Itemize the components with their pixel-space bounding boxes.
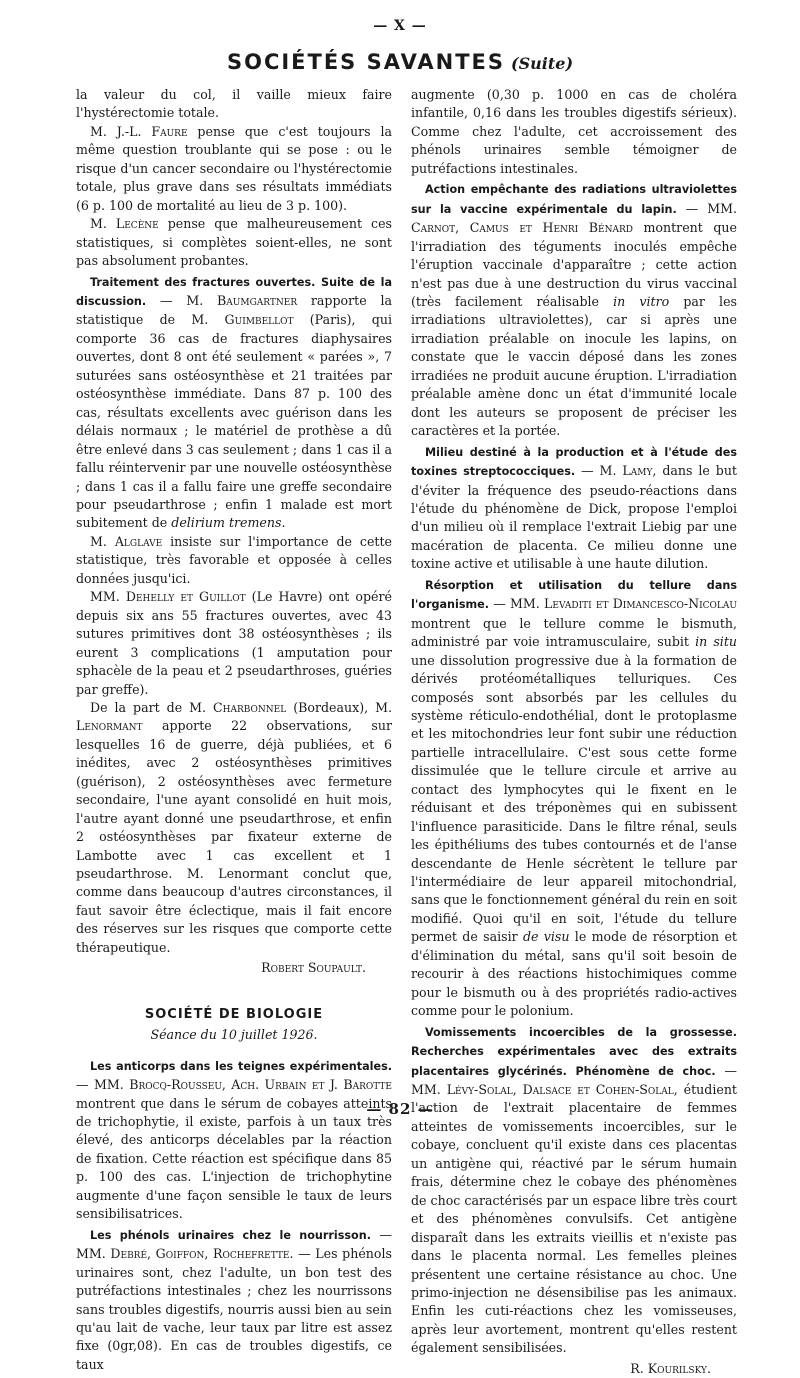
- paragraph: la valeur du col, il vaille mieux faire l'hystérectomie totale.: [76, 87, 392, 121]
- paragraph: Action empêchante des radiations ultraviolettes sur la vaccine expérimentale du lapin. — MM. Carnot, Camus et Henri Bénard montrent que l'irradiation des téguments inoculés empêche l'éruption vaccinale d'apparaître ; cette action n'est pas due à une destruction du virus vaccinal (très facilement réalisable in vitro par les irradiations ultraviolettes), car si après une irradiation préalable on inocule les lapins, on constate que le vaccin déposé dans les zones irradiées ne produit aucune éruption. L'irradiation préalable amène donc un état d'immunité locale dont les auteurs se proposent de préciser les caractères et la portée.: [411, 183, 737, 439]
- section-subtitle: Séance du 10 juillet 1926.: [150, 1027, 318, 1043]
- signature: Robert Soupault.: [261, 960, 366, 976]
- paragraph-heading: Milieu destiné à la production et à l'étude des toxines streptococciques.: [411, 445, 737, 479]
- paragraph: Milieu destiné à la production et à l'étude des toxines streptococciques. — M. Lamy, dans le but d'éviter la fréquence des pseudo-réactions dans l'étude du phénomène de Dick, propose l'emploi d'un milieu où il remplace l'extrait Liebig par une macération de placenta. Ce milieu donne une toxine active et utilisable à une haute dilution.: [411, 445, 737, 572]
- page-title-suite: (Suite): [511, 54, 574, 73]
- paragraph-heading: Traitement des fractures ouvertes. Suite de la discussion.: [76, 275, 392, 308]
- page-roman-numeral: — X —: [373, 18, 427, 34]
- author-name: Levaditi et Dimancesco-Nicolau: [544, 596, 737, 612]
- author-name: Charbonnel: [213, 699, 287, 715]
- left-column: [76, 86, 392, 1374]
- author-name: Brocq-Rousseu, Ach. Urbain et J. Barotte: [129, 1077, 392, 1093]
- paragraph: Les anticorps dans les teignes expérimentales. — MM. Brocq-Rousseu, Ach. Urbain et J. Barotte montrent que dans le sérum de cobayes atteints de trichophytie, il existe, parfois à un taux très élevé, des anticorps décelables par la réaction de fixation. Cette réaction est spécifique dans 85 p. 100 des cas. L'injection de trichophytine augmente d'une façon sensible le taux de leurs sensibilisatrices.: [76, 1059, 392, 1222]
- author-name: M. Lecène: [90, 216, 159, 232]
- page-number: — 82 —: [366, 1100, 434, 1118]
- paragraph: Traitement des fractures ouvertes. Suite de la discussion. — M. Baumgartner rapporte la statistique de M. Guimbellot (Paris), qui comporte 36 cas de fractures diaphysaires ouvertes, dont 8 ont été seulement « parées », 7 suturées sans ostéosynthèse et 21 traitées par ostéosynthèse immédiate. Dans 87 p. 100 des cas, résultats excellents avec guérison dans les délais normaux ; le matériel de prothèse a dû être enlevé dans 3 cas seulement ; dans 1 cas il a fallu réintervenir par une nouvelle ostéosynthèse ; dans 1 cas il a fallu faire une greffe secondaire pour pseudarthrose ; enfin 1 malade est mort subitement de delirium tremens.: [76, 275, 392, 531]
- author-name: Lamy: [622, 463, 653, 479]
- author-name: Baumgartner: [217, 292, 298, 308]
- right-column: [411, 86, 737, 1378]
- paragraph-heading: Vomissements incoercibles de la grossesse. Recherches expérimentales avec des extraits placentaires glycérinés. Phénomène de choc.: [411, 1025, 737, 1078]
- paragraph: M. Lecène pense que malheureusement ces statistiques, si complètes soient-elles, ne sont pas absolument probantes.: [76, 216, 392, 269]
- paragraph-heading: Les anticorps dans les teignes expérimentales.: [90, 1059, 392, 1073]
- signature: R. Kourilsky.: [630, 1360, 711, 1376]
- author-name: Carnot, Camus et Henri Bénard: [411, 220, 633, 236]
- paragraph: MM. Dehelly et Guillot (Le Havre) ont opéré depuis six ans 55 fractures ouvertes, avec 43 sutures primitives dont 38 ostéosynthèses ; ils eurent 3 complications (1 amputation pour sphacèle de la peau et 2 pseudarthroses, guéries par greffe).: [76, 589, 392, 697]
- paragraph: Les phénols urinaires chez le nourrisson. — MM. Debré, Goiffon, Rochefrette. — Les phénols urinaires sont, chez l'adulte, un bon test des putréfactions intestinales ; chez les nourrissons sans troubles digestifs, nourris aussi bien au sein qu'au lait de vache, leur taux par litre est assez fixe (0gr,08). En cas de troubles digestifs, ce taux: [76, 1226, 392, 1372]
- paragraph: M. Alglave insiste sur l'importance de cette statistique, très favorable et opposée à celles données jusqu'ici.: [76, 533, 392, 586]
- paragraph-heading: Résorption et utilisation du tellure dans l'organisme.: [411, 578, 737, 612]
- paragraph: Résorption et utilisation du tellure dans l'organisme. — MM. Levaditi et Dimancesco-Nicolau montrent que le tellure comme le bismuth, administré par voie intramusculaire, subit in situ une dissolution progressive due à la formation de dérivés protéométalliques telluriques. Ces composés sont absorbés par les cellules du système réticulo-endothélial, dont le protoplasme et les mitochondries leur font subir une réduction partielle intracellulaire. C'est sous cette forme dissimulée que le tellure circule et arrive au contact des lymphocytes qui le fixent en le réduisant et des tréponèmes qui en subissent l'influence parasiticide. Dans le filtre rénal, seuls les épithéliums des tubes contournés et de l'anse descendante de Henle sécrètent le tellure par l'intermédiaire de leur appareil mitochondrial, sans que le fonctionnement général du rein en soit modifié. Quoi qu'il en soit, l'étude du tellure permet de saisir de visu le mode de résorption et d'élimination du métal, sans qu'il soit besoin de recourir à des réactions histochimiques comme pour le bismuth ou à des propriétés radio-actives comme pour le polonium.: [411, 578, 737, 1019]
- paragraph: augmente (0,30 p. 1000 en cas de choléra infantile, 0,16 dans les troubles digestifs sérieux). Comme chez l'adulte, cet accroissement des phénols urinaires semble témoigner de putréfactions intestinales.: [411, 87, 737, 176]
- page-title-main: SOCIÉTÉS SAVANTES: [226, 50, 506, 74]
- author-name: M. Alglave: [90, 533, 163, 549]
- paragraph: De la part de M. Charbonnel (Bordeaux), M. Lenormant apporte 22 observations, sur lesquelles 16 de guerre, déjà publiées, et 6 inédites, avec 2 ostéosynthèses primitives (guérison), 2 ostéosynthèses avec fermeture secondaire, l'une ayant consolidé en huit mois, l'autre ayant donné une pseudarthrose, et enfin 2 ostéosynthèses par fixateur externe de Lambotte avec 1 cas excellent et 1 pseudarthrose. M. Lenormant conclut que, comme dans beaucoup d'autres circonstances, il faut savoir être éclectique, mais il fait encore des réserves sur les risques que comporte cette thérapeutique.: [76, 699, 392, 955]
- paragraph: M. J.-L. Faure pense que c'est toujours la même question troublante qui se pose : ou le risque d'un cancer secondaire ou l'hystérectomie totale, plus grave dans ses résultats immédiats (6 p. 100 de mortalité au lieu de 3 p. 100).: [76, 123, 393, 213]
- page-title: [0, 50, 800, 74]
- paragraph: Vomissements incoercibles de la grossesse. Recherches expérimentales avec des extraits placentaires glycérinés. Phénomène de choc. — MM. Lévy-Solal, Dalsace et Cohen-Solal, étudient l'action de l'extrait placentaire de femmes atteintes de vomissements incoercibles, sur le cobaye, concluent qu'il existe dans ces placentas un antigène qui, réactivé par le sérum humain frais, détermine chez le cobaye des phénomènes de choc caractérisés par un espace libre très court et des phénomènes convulsifs. Cet antigène disparaît dans les extraits vieillis et n'existe pas dans le placenta normal. Les femelles pleines présentent une certaine résistance au choc. Une primo-injection ne désensibilise pas les animaux. Enfin les cuti-réactions chez les vomisseuses, après leur avortement, montrent qu'elles restent également sensibilisées.: [411, 1025, 737, 1356]
- author-name: Lévy-Solal, Dalsace et Cohen-Solal: [446, 1082, 674, 1098]
- author-name: Guimbellot: [224, 312, 294, 328]
- author-name: MM. Dehelly et Guillot: [90, 589, 246, 605]
- section-title: SOCIÉTÉ DE BIOLOGIE: [144, 1006, 324, 1022]
- paragraph-heading: Les phénols urinaires chez le nourrisson.: [90, 1228, 371, 1242]
- author-name: Lenormant: [76, 718, 143, 734]
- author-name: M. J.-L. Faure: [90, 123, 188, 139]
- paragraph-heading: Action empêchante des radiations ultraviolettes sur la vaccine expérimentale du lapin.: [411, 183, 737, 216]
- author-name: Debré, Goiffon, Rochefrette.: [110, 1246, 294, 1262]
